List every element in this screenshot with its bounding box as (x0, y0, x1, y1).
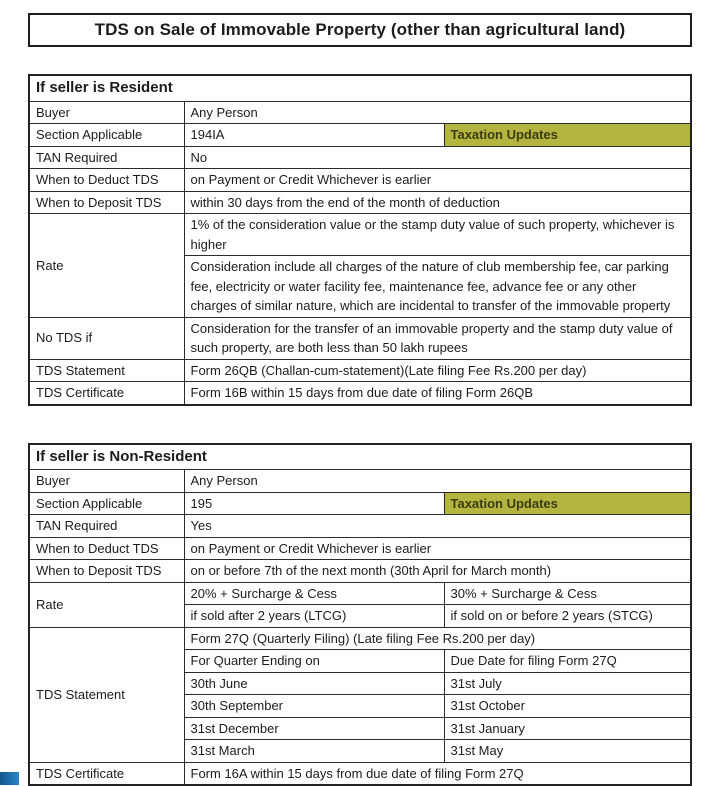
table-row (29, 317, 691, 359)
row-value-buyer: Any Person (184, 101, 691, 124)
table-row (29, 627, 691, 650)
row-value-certificate: Form 16B within 15 days from due date of filing Form 26QB (184, 382, 691, 405)
row-label-certificate: TDS Certificate (29, 762, 184, 785)
row-label-rate: Rate (29, 582, 184, 627)
quarter-ending-cell: 31st March (184, 740, 444, 763)
row-label-deduct: When to Deduct TDS (29, 537, 184, 560)
row-label-buyer: Buyer (29, 470, 184, 493)
rate-stcg-condition: if sold on or before 2 years (STCG) (444, 605, 691, 628)
table-spacer (28, 406, 692, 443)
due-date-cell: 31st January (444, 717, 691, 740)
blue-corner-decoration (0, 772, 19, 785)
row-value-deposit: within 30 days from the end of the month of deduction (184, 191, 691, 214)
row-value-deduct: on Payment or Credit Whichever is earlier (184, 169, 691, 192)
due-date-cell: 31st July (444, 672, 691, 695)
row-value-buyer: Any Person (184, 470, 691, 493)
nonresident-table (28, 443, 692, 786)
statement-form-heading: Form 27Q (Quarterly Filing) (Late filing Fee Rs.200 per day) (184, 627, 691, 650)
row-value-section: 194IA (184, 124, 444, 147)
row-value-tan: Yes (184, 515, 691, 538)
resident-table-header: If seller is Resident (29, 75, 691, 101)
table-row (29, 560, 691, 583)
row-value-rate-primary: 1% of the consideration value or the stamp duty value of such property, whichever is higher (184, 214, 691, 256)
table-row (29, 762, 691, 785)
row-value-rate-note: Consideration include all charges of the nature of club membership fee, car parking fee, electricity or water facility fee, maintenance fee, advance fee or any other charges of similar nature, which are incidental to transfer of the immovable property (184, 256, 691, 318)
row-label-deduct: When to Deduct TDS (29, 169, 184, 192)
nonresident-table-header: If seller is Non-Resident (29, 444, 691, 470)
row-value-tan: No (184, 146, 691, 169)
row-value-certificate: Form 16A within 15 days from due date of filing Form 27Q (184, 762, 691, 785)
row-value-deduct: on Payment or Credit Whichever is earlier (184, 537, 691, 560)
rate-ltcg-value: 20% + Surcharge & Cess (184, 582, 444, 605)
table-row (29, 214, 691, 256)
row-label-deposit: When to Deposit TDS (29, 191, 184, 214)
table-row (29, 470, 691, 493)
quarter-ending-cell: 30th June (184, 672, 444, 695)
table-row (29, 537, 691, 560)
table-row (29, 492, 691, 515)
row-label-section: Section Applicable (29, 492, 184, 515)
table-row (29, 101, 691, 124)
row-label-statement: TDS Statement (29, 359, 184, 382)
row-value-section: 195 (184, 492, 444, 515)
table-row (29, 582, 691, 605)
due-date-cell: 31st May (444, 740, 691, 763)
row-label-rate: Rate (29, 214, 184, 318)
rate-stcg-value: 30% + Surcharge & Cess (444, 582, 691, 605)
row-label-section: Section Applicable (29, 124, 184, 147)
row-label-no-tds: No TDS if (29, 317, 184, 359)
row-value-no-tds: Consideration for the transfer of an immovable property and the stamp duty value of such property, are both less than 50 lakh rupees (184, 317, 691, 359)
table-row (29, 146, 691, 169)
row-label-deposit: When to Deposit TDS (29, 560, 184, 583)
quarter-ending-cell: 30th September (184, 695, 444, 718)
quarter-ending-cell: 31st December (184, 717, 444, 740)
table-row (29, 75, 691, 101)
rate-ltcg-condition: if sold after 2 years (LTCG) (184, 605, 444, 628)
row-value-statement: Form 26QB (Challan-cum-statement)(Late filing Fee Rs.200 per day) (184, 359, 691, 382)
due-date-cell: 31st October (444, 695, 691, 718)
table-row (29, 359, 691, 382)
due-date-column-header: Due Date for filing Form 27Q (444, 650, 691, 673)
table-row (29, 382, 691, 405)
row-label-certificate: TDS Certificate (29, 382, 184, 405)
table-row (29, 515, 691, 538)
row-label-statement: TDS Statement (29, 627, 184, 762)
table-row (29, 124, 691, 147)
row-label-tan: TAN Required (29, 146, 184, 169)
row-value-deposit: on or before 7th of the next month (30th April for March month) (184, 560, 691, 583)
document-title: TDS on Sale of Immovable Property (other than agricultural land) (28, 13, 692, 47)
table-row (29, 444, 691, 470)
table-row (29, 169, 691, 192)
quarter-column-header: For Quarter Ending on (184, 650, 444, 673)
resident-table (28, 74, 692, 406)
taxation-updates-badge: Taxation Updates (444, 492, 691, 515)
taxation-updates-badge: Taxation Updates (444, 124, 691, 147)
row-label-tan: TAN Required (29, 515, 184, 538)
row-label-buyer: Buyer (29, 101, 184, 124)
table-row (29, 191, 691, 214)
